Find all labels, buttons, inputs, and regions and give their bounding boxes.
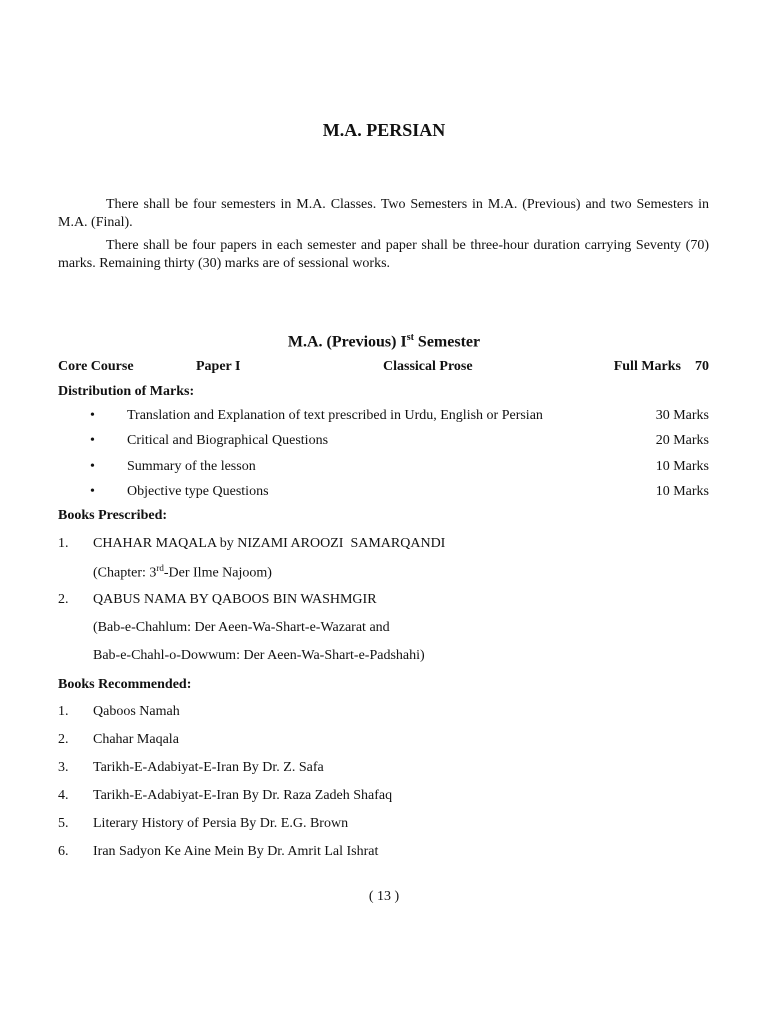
book-title: Qaboos Namah: [93, 704, 180, 719]
item-number: 1.: [58, 536, 69, 551]
core-course-label: Core Course: [58, 359, 134, 374]
bullet-icon: •: [90, 483, 95, 499]
prescribed-item: [58, 535, 709, 563]
bullet-icon: •: [90, 408, 95, 423]
semester-prefix: M.A. (Previous) I: [287, 333, 407, 351]
book-title: Tarikh-E-Adabiyat-E-Iran By Dr. Z. Safa: [93, 760, 324, 775]
chapter-suffix: -Der Ilme Najoom): [163, 565, 272, 581]
prescribed-heading: Books Prescribed:: [58, 508, 168, 523]
chapter-prefix: (Chapter: 3: [93, 565, 157, 581]
course-name: Classical Prose: [383, 359, 473, 374]
book-chapter: Bab-e-Chahl-o-Dowwum: Der Aeen-Wa-Shart-e-Padshahi): [93, 648, 425, 663]
full-marks: Full Marks 70: [613, 359, 709, 374]
course-info-row: [58, 358, 709, 376]
book-chapter: (Bab-e-Chahlum: Der Aeen-Wa-Shart-e-Wazarat and: [93, 620, 390, 635]
distribution-text: Translation and Explanation of text prescribed in Urdu, English or Persian: [127, 408, 543, 423]
book-title: Literary History of Persia By Dr. E.G. Brown: [93, 816, 349, 831]
item-number: 4.: [58, 788, 69, 803]
item-number: 1.: [58, 704, 69, 719]
prescribed-item-note: [58, 619, 709, 647]
recommended-list: [58, 703, 709, 871]
distribution-marks: 10 Marks: [655, 458, 709, 474]
prescribed-item: [58, 591, 709, 619]
bullet-icon: •: [90, 458, 95, 474]
page-title: M.A. PERSIAN: [322, 120, 446, 140]
item-number: 2.: [58, 592, 69, 607]
book-title: CHAHAR MAQALA by NIZAMI AROOZI SAMARQANDI: [93, 536, 446, 551]
chapter-ordinal-sup: rd: [156, 563, 164, 573]
distribution-text: Objective type Questions: [127, 483, 269, 499]
distribution-text: Summary of the lesson: [127, 458, 256, 474]
intro-paragraph-1: There shall be four semesters in M.A. Classes. Two Semesters in M.A. (Previous) and two Semesters in M.A. (Final).: [58, 197, 709, 230]
distribution-marks: 20 Marks: [655, 433, 709, 449]
item-number: 6.: [58, 844, 69, 859]
recommended-item: [58, 703, 709, 731]
item-number: 3.: [58, 760, 69, 775]
distribution-item: [58, 432, 709, 457]
item-number: 5.: [58, 816, 69, 831]
distribution-item: [58, 458, 709, 483]
paper-label: Paper I: [196, 359, 241, 374]
book-title: Chahar Maqala: [93, 732, 179, 747]
recommended-item: [58, 787, 709, 815]
book-title: Tarikh-E-Adabiyat-E-Iran By Dr. Raza Zadeh Shafaq: [93, 788, 393, 803]
distribution-heading: Distribution of Marks:: [58, 384, 195, 399]
recommended-heading: Books Recommended:: [58, 677, 192, 692]
prescribed-list: [58, 535, 709, 675]
book-title: Iran Sadyon Ke Aine Mein By Dr. Amrit Lal Ishrat: [93, 844, 379, 859]
distribution-item: [58, 483, 709, 508]
book-chapter: [93, 563, 272, 583]
recommended-item: [58, 815, 709, 843]
item-number: 2.: [58, 732, 69, 747]
intro-paragraph-2: There shall be four papers in each semester and paper shall be three-hour duration carrying Seventy (70) marks. Remaining thirty (30) marks are of sessional works.: [58, 238, 709, 271]
recommended-item: [58, 843, 709, 871]
distribution-item: [58, 407, 709, 432]
semester-suffix: Semester: [413, 333, 481, 351]
semester-ordinal-sup: st: [406, 332, 414, 343]
prescribed-item-note: [58, 647, 709, 675]
page-number: ( 13 ): [368, 889, 400, 904]
distribution-list: [58, 407, 709, 508]
recommended-item: [58, 759, 709, 787]
distribution-text: Critical and Biographical Questions: [127, 433, 329, 449]
bullet-icon: •: [90, 433, 95, 449]
prescribed-item-note: [58, 563, 709, 591]
semester-heading: [0, 331, 768, 353]
recommended-item: [58, 731, 709, 759]
book-title: QABUS NAMA BY QABOOS BIN WASHMGIR: [93, 592, 377, 607]
distribution-marks: 10 Marks: [655, 483, 709, 499]
distribution-marks: 30 Marks: [655, 408, 709, 423]
